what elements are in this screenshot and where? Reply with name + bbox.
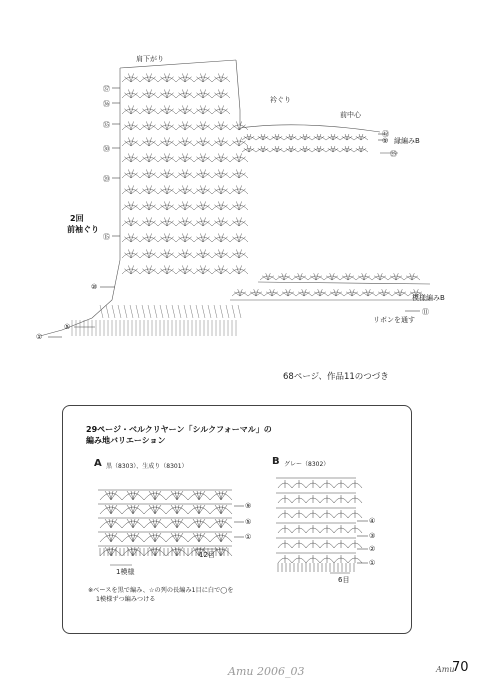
front-center-label: 前中心 (340, 111, 361, 119)
repeat-b-label: 6目 (338, 576, 350, 584)
armhole-label: 前袖ぐり (67, 225, 99, 234)
row-marker: ① (369, 559, 376, 567)
row-marker: ㊷ (382, 130, 389, 138)
row-marker: ① (245, 533, 252, 541)
row-marker: ⑩ (91, 283, 98, 291)
row-marker: ① (36, 333, 43, 341)
row-marker: ② (369, 545, 376, 553)
armhole-count-label: 2回 (70, 214, 84, 223)
row-marker: ④ (369, 517, 376, 525)
repeat-a-label: 12目 (199, 551, 215, 559)
border-b-top-label: 縁編みB (394, 137, 420, 145)
border-b-bottom-label: 模様編みB (412, 294, 445, 302)
footer-signature: Amu 2006_03 (228, 665, 305, 678)
row-marker: ㉟ (103, 121, 110, 129)
row-marker: ⑤ (245, 518, 252, 526)
neckline-label: 衿ぐり (270, 96, 291, 104)
note-line1: ※ベースを黒で編み、☆の列の長編み1目に白で◯を (88, 587, 234, 594)
one-pattern-label: 1模様 (116, 568, 135, 576)
ribbon-label: リボンを通す (373, 316, 415, 324)
section-b-colors: グレー（8302） (284, 461, 330, 468)
variation-title-line1: 29ページ・ベルクリヤーン「シルクフォーマル」の (86, 425, 272, 434)
continuation-note: 68ページ、作品11のつづき (283, 372, 389, 382)
row-marker: ⑮ (103, 233, 110, 241)
row-marker: ㉕ (390, 150, 397, 158)
row-marker: ⑤ (64, 323, 71, 331)
section-a-letter: A (94, 458, 102, 469)
section-a-colors: 黒（8303）、生成り（8301） (106, 463, 188, 470)
note-line2: 1模様ずつ編みつける (96, 596, 156, 603)
row-marker: ③ (369, 532, 376, 540)
row-marker: ㊱ (103, 100, 110, 108)
section-b-letter: B (272, 456, 280, 467)
row-marker: ⑨ (245, 502, 252, 510)
row-marker: ㊲ (103, 85, 110, 93)
variation-title-line2: 編み地バリエーション (86, 436, 166, 445)
magazine-name: Amu (436, 665, 455, 674)
row-marker: ⑪ (422, 308, 429, 316)
page-number: 70 (452, 660, 469, 675)
row-marker: ① (382, 137, 389, 145)
shoulder-shaping-label: 肩下がり (136, 55, 164, 63)
row-marker: ⑳ (103, 175, 110, 183)
row-marker: ㉚ (103, 145, 110, 153)
